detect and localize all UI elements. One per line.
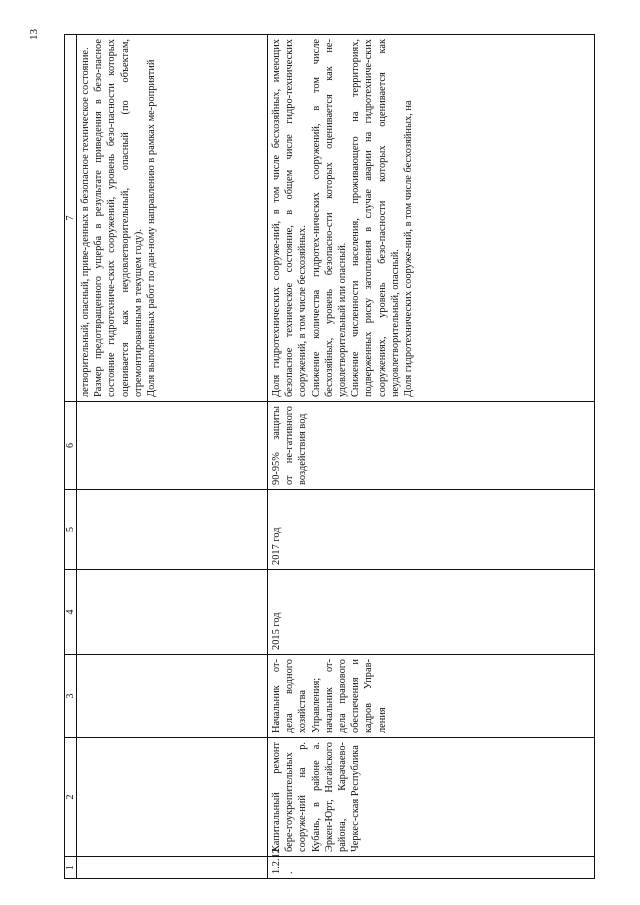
column-number-row: [65, 35, 77, 879]
table-row-1-2-12: [268, 35, 595, 879]
page-number: 13: [28, 29, 40, 40]
table-row-continuation: [77, 35, 268, 879]
indicator-text: Размер предотвращенного ущерба в результате приведения в безо-пасное состояние гидротехниче-ских сооружений, уровень безо-пасности которых оценивается как неудовлетворительный, опасный (по объектам, отремонтированным в текущем году).: [93, 39, 144, 397]
column-number-5: 5: [65, 490, 77, 570]
column-number-1: 1: [65, 857, 77, 879]
indicator-text: летворительный, опасный, приве-денных в безопасное техническое состояние.: [80, 47, 91, 397]
empty-cell: [77, 490, 268, 570]
column-number-4: 4: [65, 570, 77, 655]
expected-result: 90-95% защиты от не-гативного воздействия вод: [268, 402, 595, 490]
indicator-text: Доля гидротехнических сооруже-ний, в том числе бесхозяйных, на: [403, 100, 415, 397]
empty-cell: [77, 655, 268, 738]
indicator-text: Доля гидротехнических сооруже-ний, в том числе бесхозяйных, имеющих безопасное техническое состояние, в общем числе гидро-технических сооружений, в том числе бесхозяйных.: [271, 39, 309, 397]
measure-name: Капитальный ремонт бере-гоукрепительных сооруже-ний на р. Кубань, в районе а. Эркен-Юрт, Ногайского района, Карачаево-Черкес-ская Республика: [268, 738, 595, 857]
indicators-cell: [77, 35, 268, 402]
empty-cell: [77, 570, 268, 655]
measure-number: 1.2.12: [271, 848, 282, 874]
end-year: 2017 год: [268, 490, 595, 570]
stray-mark: .: [284, 871, 296, 874]
responsible-person: Начальник от-дела водного хозяйства Управления; начальник от-дела правового обеспечения и кадров Управ-ления: [268, 655, 595, 738]
indicator-text: Доля выполненных работ по дан-ному направлению в рамках ме-роприятий: [146, 59, 158, 397]
start-year: 2015 год: [268, 570, 595, 655]
column-number-6: 6: [65, 402, 77, 490]
empty-cell: [77, 738, 268, 857]
indicator-text: Снижение количества гидротех-нических сооружений, в том числе бесхозяйных, уровень безопасно-сти которых оценивается как не-удовлетворительный или опасный.: [310, 39, 349, 397]
measure-number-cell: [268, 848, 595, 879]
empty-cell: [77, 402, 268, 490]
indicator-text: Снижение численности населения, проживающего на территориях, подверженных риску затопления в случае аварии на гидротехниче-ских сооружениях, уровень безо-пасности которых оценивается как неудовлетворительный, опасный.: [350, 39, 401, 397]
column-number-3: 3: [65, 655, 77, 738]
rotated-page-content: [64, 35, 610, 879]
measures-table: [64, 34, 595, 879]
empty-cell: [77, 857, 268, 879]
indicators-cell: [268, 35, 595, 402]
column-number-7: 7: [65, 35, 77, 402]
column-number-2: 2: [65, 738, 77, 857]
